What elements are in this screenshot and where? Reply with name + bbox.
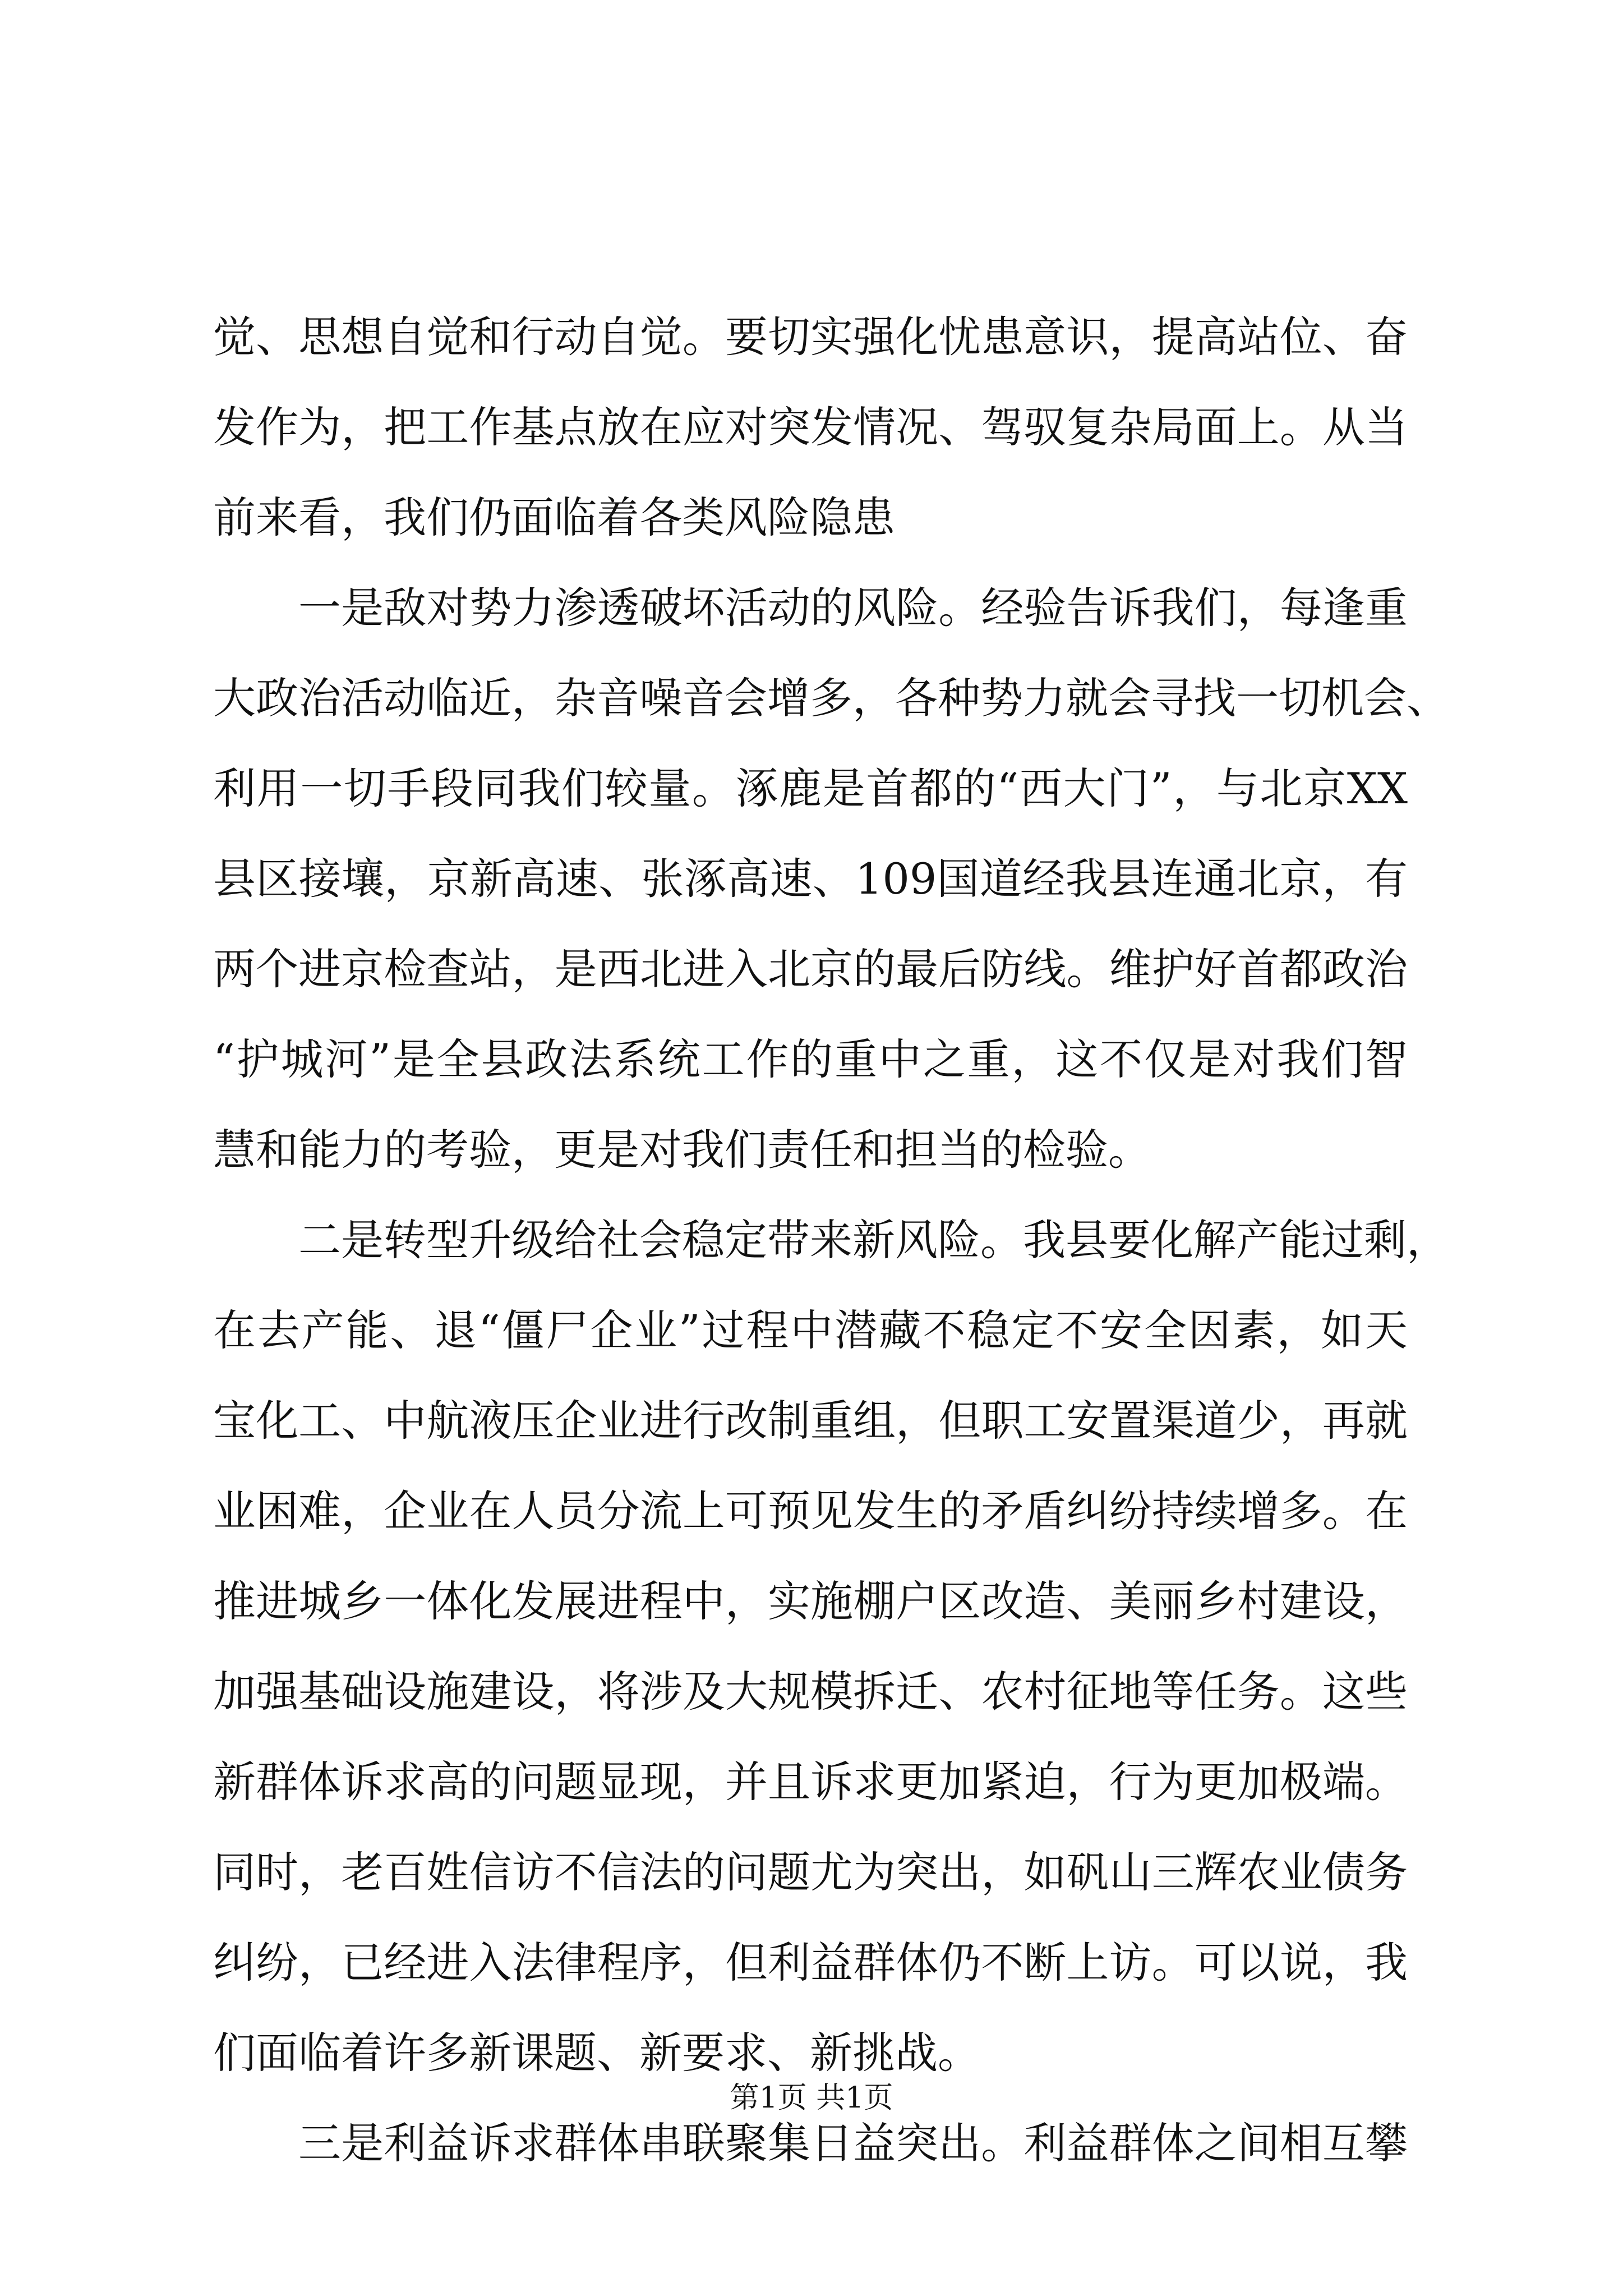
- text-line: 纠纷，已经进入法律程序，但利益群体仍不断上访。可以说，我: [213, 1938, 1408, 1987]
- text-line: 两个进京检查站，是西北进入北京的最后防线。维护好首都政治: [213, 944, 1408, 994]
- text-line: 业困难，企业在人员分流上可预见发生的矛盾纠纷持续增多。在: [213, 1486, 1408, 1536]
- text-line: 大政治活动临近，杂音噪音会增多，各种势力就会寻找一切机会、: [213, 673, 1449, 723]
- text-line: 在去产能、退“僵尸企业”过程中潜藏不稳定不安全因素，如天: [213, 1305, 1408, 1355]
- text-line: 宝化工、中航液压企业进行改制重组，但职工安置渠道少，再就: [213, 1396, 1408, 1446]
- document-body: [213, 292, 1449, 2188]
- page-number-footer: 第1页 共1页: [730, 2081, 893, 2115]
- text-line: 慧和能力的考验，更是对我们责任和担当的检验。: [213, 1125, 1151, 1175]
- text-line: 新群体诉求高的问题显现，并且诉求更加紧迫，行为更加极端。: [213, 1757, 1408, 1807]
- text-line: 县区接壤，京新高速、张涿高速、109国道经我县连通北京，有: [213, 854, 1408, 904]
- text-line: “护城河”是全县政法系统工作的重中之重，这不仅是对我们智: [213, 1034, 1408, 1084]
- paragraph-start-line: 一是敌对势力渗透破坏活动的风险。经验告诉我们，每逢重: [298, 583, 1408, 633]
- text-line: 利用一切手段同我们较量。涿鹿是首都的“西大门”，与北京XX: [213, 763, 1408, 813]
- text-line: 前来看，我们仍面临着各类风险隐患: [213, 493, 895, 542]
- text-line: 推进城乡一体化发展进程中，实施棚户区改造、美丽乡村建设，: [213, 1576, 1408, 1626]
- text-line: 同时，老百姓信访不信法的问题尤为突出，如矾山三辉农业债务: [213, 1847, 1408, 1897]
- text-line: 觉、思想自觉和行动自觉。要切实强化忧患意识，提高站位、奋: [213, 312, 1408, 362]
- text-line: 发作为，把工作基点放在应对突发情况、驾驭复杂局面上。从当: [213, 402, 1408, 452]
- paragraph-start-line: 二是转型升级给社会稳定带来新风险。我县要化解产能过剩，: [298, 1215, 1449, 1265]
- text-line: 加强基础设施建设，将涉及大规模拆迁、农村征地等任务。这些: [213, 1667, 1408, 1717]
- text-line: 们面临着许多新课题、新要求、新挑战。: [213, 2028, 980, 2078]
- paragraph-start-line: 三是利益诉求群体串联聚集日益突出。利益群体之间相互攀: [298, 2118, 1408, 2168]
